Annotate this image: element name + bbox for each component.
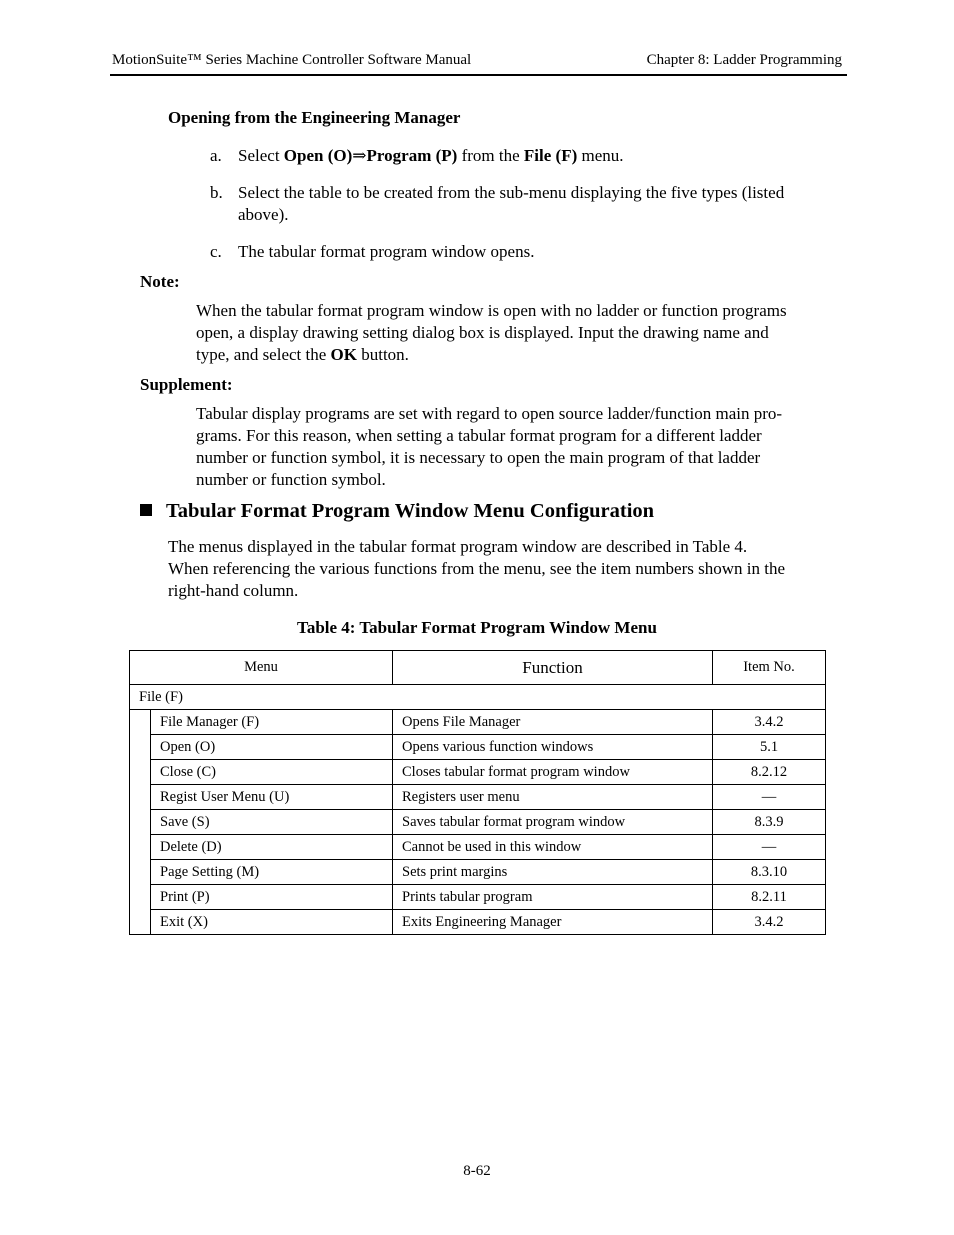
row-function: Sets print margins — [393, 860, 713, 885]
row-function: Opens File Manager — [393, 710, 713, 735]
header-function: Function — [393, 651, 713, 685]
note-line-2: open, a display drawing setting dialog box is displayed. Input the drawing name and — [196, 323, 769, 342]
step-a-marker: a. — [210, 146, 222, 165]
row-menu: File Manager (F) — [151, 710, 393, 735]
table-row — [130, 885, 826, 910]
opening-heading: Opening from the Engineering Manager — [168, 108, 461, 127]
row-item-no: 8.2.12 — [713, 760, 826, 785]
table-row — [130, 860, 826, 885]
step-a-program: Program (P) — [366, 146, 458, 165]
table-caption: Table 4: Tabular Format Program Window Menu — [297, 618, 657, 637]
step-a-pre: Select — [238, 146, 284, 165]
row-item-no: 8.3.10 — [713, 860, 826, 885]
row-menu: Page Setting (M) — [151, 860, 393, 885]
row-function: Exits Engineering Manager — [393, 910, 713, 935]
step-c-marker: c. — [210, 242, 222, 261]
step-a-mid: from the — [457, 146, 524, 165]
step-a-file: File (F) — [523, 146, 578, 165]
step-b-line-1: Select the table to be created from the sub-menu displaying the five types (listed — [238, 183, 785, 202]
row-item-no: 8.3.9 — [713, 810, 826, 835]
row-menu: Regist User Menu (U) — [151, 785, 393, 810]
row-menu: Open (O) — [151, 735, 393, 760]
row-menu: Save (S) — [151, 810, 393, 835]
note-label: Note: — [140, 272, 180, 291]
running-header-chapter: Chapter 8: Ladder Programming — [646, 52, 842, 68]
header-menu: Menu — [130, 651, 393, 685]
note-line-3 — [196, 344, 409, 366]
note-line-1: When the tabular format program window is open with no ladder or function programs — [196, 301, 787, 320]
table-row — [130, 910, 826, 935]
row-item-no: — — [713, 835, 826, 860]
supplement-label: Supplement: — [140, 375, 233, 394]
supplement-line-3: number or function symbol, it is necessary to open the main program of that ladder — [196, 448, 761, 467]
page-number: 8-62 — [463, 1163, 491, 1179]
row-function: Cannot be used in this window — [393, 835, 713, 860]
running-header-title: MotionSuite™ Series Machine Controller Software Manual — [112, 52, 472, 68]
section-title: Tabular Format Program Window Menu Configuration — [166, 500, 655, 522]
step-a-arrow: ⇒ — [352, 146, 367, 165]
note-ok-word: OK — [330, 345, 357, 364]
row-menu: Print (P) — [151, 885, 393, 910]
supplement-line-4: number or function symbol. — [196, 470, 386, 489]
table-header-row — [130, 651, 826, 685]
row-menu: Close (C) — [151, 760, 393, 785]
table-row — [130, 760, 826, 785]
note-line-3-post: button. — [356, 345, 409, 364]
section-line-3: right-hand column. — [168, 581, 299, 600]
step-b-marker: b. — [210, 183, 223, 202]
row-menu: Delete (D) — [151, 835, 393, 860]
row-function: Prints tabular program — [393, 885, 713, 910]
row-item-no: 3.4.2 — [713, 910, 826, 935]
menu-table — [129, 650, 826, 935]
row-item-no: 8.2.11 — [713, 885, 826, 910]
step-a-post: menu. — [577, 146, 624, 165]
row-item-no: — — [713, 785, 826, 810]
row-item-no: 5.1 — [713, 735, 826, 760]
group-file-label: File (F) — [130, 685, 826, 710]
note-line-3-pre: type, and select the — [196, 345, 331, 364]
table-group-row — [130, 685, 826, 710]
table-row — [130, 710, 826, 735]
row-menu: Exit (X) — [151, 910, 393, 935]
indent-cell — [130, 710, 151, 935]
square-bullet-icon — [140, 504, 152, 516]
row-function: Opens various function windows — [393, 735, 713, 760]
step-a-open: Open (O) — [283, 146, 353, 165]
row-function: Closes tabular format program window — [393, 760, 713, 785]
table-row — [130, 835, 826, 860]
step-b-line-2: above). — [238, 205, 289, 224]
header-rule — [110, 74, 847, 76]
step-a-text — [238, 145, 624, 167]
supplement-line-2: grams. For this reason, when setting a tabular format program for a different ladder — [196, 426, 762, 445]
row-function: Saves tabular format program window — [393, 810, 713, 835]
section-line-1: The menus displayed in the tabular format program window are described in Table 4. — [168, 537, 748, 556]
table-row — [130, 810, 826, 835]
step-c-text: The tabular format program window opens. — [238, 242, 535, 261]
table-row — [130, 785, 826, 810]
section-line-2: When referencing the various functions from the menu, see the item numbers shown in the — [168, 559, 786, 578]
section-heading — [140, 500, 654, 523]
supplement-line-1: Tabular display programs are set with regard to open source ladder/function main pro- — [196, 404, 783, 423]
row-item-no: 3.4.2 — [713, 710, 826, 735]
header-item-no: Item No. — [713, 651, 826, 685]
table-row — [130, 735, 826, 760]
row-function: Registers user menu — [393, 785, 713, 810]
